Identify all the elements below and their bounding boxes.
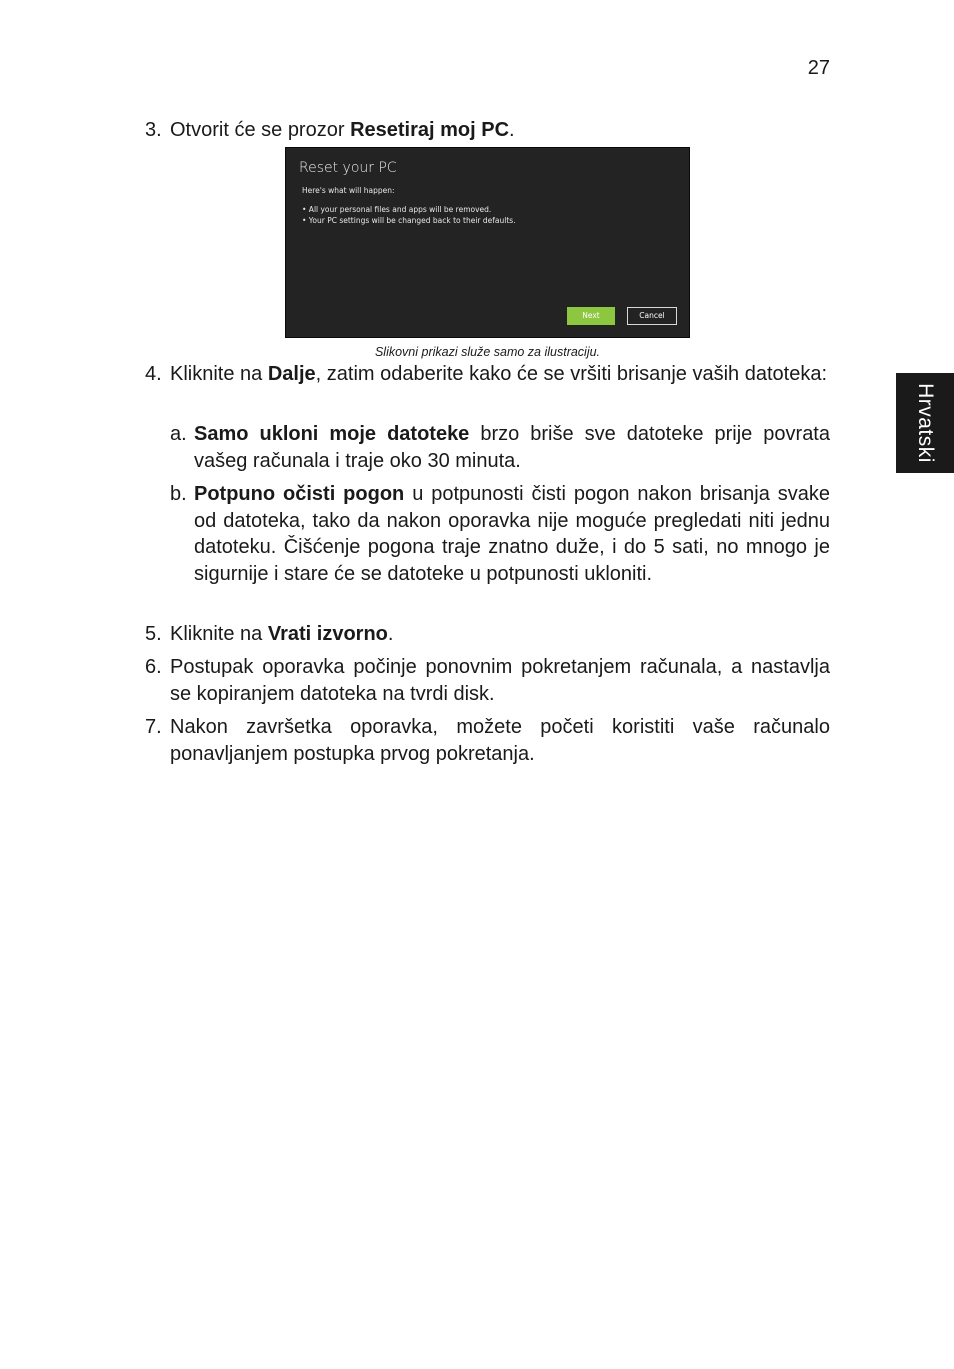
step-text-part: , zatim odaberite kako će se vršiti brisanje vaših datoteka: [315, 363, 828, 385]
substep-letter: a. [170, 423, 187, 445]
step-text-part: Kliknite na [170, 363, 268, 385]
step-4a [170, 421, 830, 474]
dialog-title: Reset your PC [299, 160, 397, 176]
step-text: Postupak oporavka počinje ponovnim pokretanjem računala, a nastavlja se kopiranjem datoteka na tvrdi disk. [170, 656, 830, 705]
step-number: 5. [145, 623, 162, 645]
dialog-bullet: • All your personal files and apps will be removed. [302, 205, 492, 214]
step-text: Nakon završetka oporavka, možete početi koristiti vaše računalo ponavljanjem postupka prvog pokretanja. [170, 716, 830, 765]
step-5 [145, 621, 830, 648]
dialog-subtitle: Here's what will happen: [302, 186, 395, 195]
step-number: 6. [145, 656, 162, 678]
reset-pc-screenshot [285, 147, 690, 338]
figure-caption: Slikovni prikazi služe samo za ilustraciju. [374, 345, 601, 359]
step-number: 7. [145, 716, 162, 738]
substep-bold: Samo ukloni moje datoteke [194, 423, 470, 445]
step-3 [145, 117, 830, 144]
step-4 [145, 361, 830, 388]
substep-text-part: brzo briše sve datoteke prije povrata vašeg računala i traje oko 30 minuta. [194, 423, 830, 472]
step-text [170, 117, 830, 144]
step-text-part: . [387, 623, 394, 645]
step-bold: Vrati izvorno [267, 623, 388, 645]
substep-letter: b. [170, 483, 187, 505]
substep-text [194, 421, 830, 474]
step-text-part: Kliknite na [170, 623, 268, 645]
step-number: 4. [145, 363, 162, 385]
step-text-part: Otvorit će se prozor [170, 119, 351, 141]
step-bold: Dalje [267, 363, 316, 385]
step-7 [145, 714, 830, 767]
step-bold: Resetiraj moj PC [350, 119, 510, 141]
cancel-button[interactable]: Cancel [627, 307, 677, 325]
language-tab-label: Hrvatski [914, 383, 937, 463]
language-tab [896, 373, 954, 473]
substep-bold: Potpuno očisti pogon [194, 483, 405, 505]
page-number: 27 [807, 57, 830, 79]
substep-text [194, 481, 830, 587]
step-text-part: . [509, 119, 515, 141]
substep-text-part: u potpunosti čisti pogon nakon brisanja svake od datoteka, tako da nakon oporavka nije moguće pregledati niti jednu datoteku. Čišćenje pogona traje znatno duže, i do 5 sati, no mnogo je sigurnije i stare će se datoteke u potpunosti ukloniti. [194, 483, 830, 585]
next-button[interactable]: Next [567, 307, 615, 325]
step-text [170, 621, 830, 648]
step-text [170, 361, 830, 388]
step-6 [145, 654, 830, 707]
dialog-bullet: • Your PC settings will be changed back to their defaults. [302, 216, 516, 225]
step-4b [170, 481, 830, 587]
step-number: 3. [145, 119, 162, 141]
